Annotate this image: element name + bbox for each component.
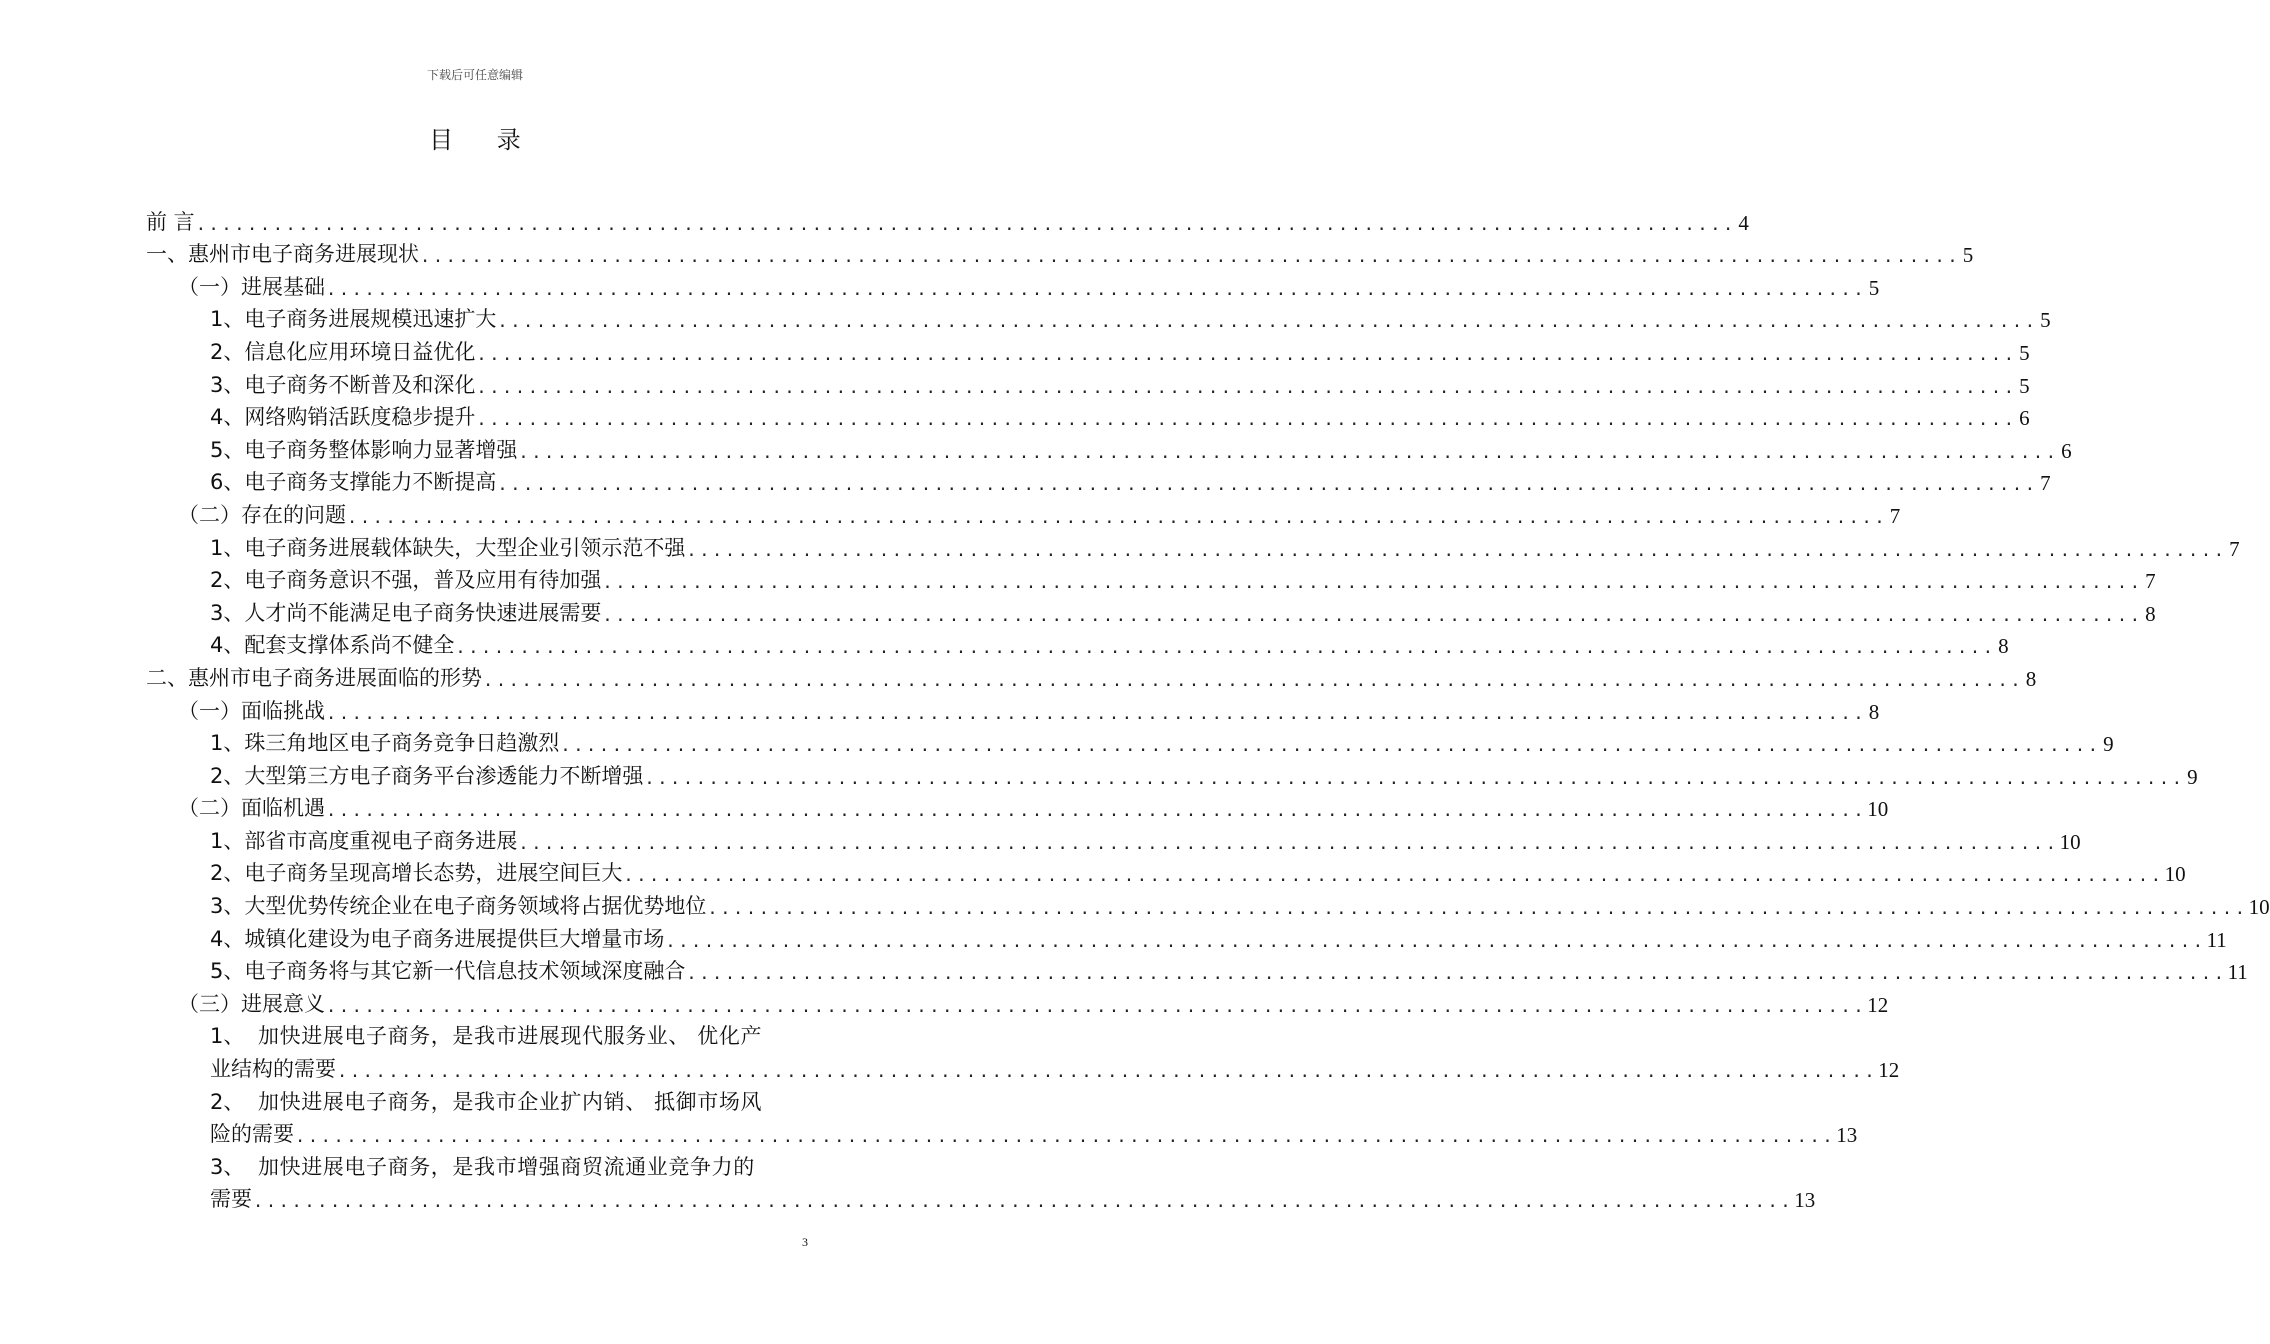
- toc-entry-number: 4、: [210, 405, 245, 430]
- toc-entry-page: 11: [2227, 960, 2248, 985]
- toc-entry[interactable]: [146, 203, 1749, 236]
- toc-entry-page: 12: [1867, 992, 1889, 1017]
- toc-entry[interactable]: [146, 431, 2072, 464]
- toc-entry-page: 12: [1878, 1058, 1900, 1083]
- toc-entry-text: 电子商务进展规模迅速扩大: [244, 307, 497, 332]
- toc-entry-text: 电子商务将与其它新一代信息技术领域深度融合: [244, 959, 686, 984]
- dot-leader: ........................................................................................................................: [326, 801, 1867, 822]
- toc-entry[interactable]: [146, 464, 2051, 497]
- toc-entry-number: 3、: [210, 600, 245, 625]
- toc-entry-page: 6: [2019, 406, 2030, 431]
- toc-entry-text: 电子商务意识不强，普及应用有待加强: [244, 568, 602, 593]
- toc-entry[interactable]: [146, 659, 2037, 692]
- toc-entry-text-continued: 业结构的需要: [210, 1057, 336, 1082]
- dot-leader: ........................................................................................................................: [455, 638, 1996, 659]
- dot-leader: ........................................................................................................................: [518, 833, 2059, 854]
- toc-entry-text: 电子商务不断普及和深化: [244, 372, 476, 397]
- toc-entry-number: 5、: [210, 437, 245, 462]
- toc-entry[interactable]: [146, 953, 2248, 986]
- toc-entry-text: 前 言: [146, 209, 195, 234]
- table-of-contents: [146, 203, 2270, 1213]
- toc-entry-page: 8: [2145, 601, 2156, 626]
- toc-entry[interactable]: [146, 1083, 1858, 1148]
- toc-entry-text: 存在的问题: [241, 502, 346, 527]
- toc-entry[interactable]: [146, 725, 2114, 758]
- toc-entry[interactable]: [146, 236, 1974, 269]
- dot-leader: ........................................................................................................................: [326, 996, 1867, 1017]
- toc-entry-text: 部省市高度重视电子商务进展: [244, 828, 518, 853]
- toc-entry-page: 4: [1738, 210, 1749, 235]
- toc-entry-number: 3、: [210, 372, 245, 397]
- toc-entry-page: 13: [1836, 1123, 1858, 1148]
- toc-entry[interactable]: [146, 627, 2009, 660]
- toc-entry-page: 8: [1868, 699, 1880, 724]
- toc-entry-text: 加快进展电子商务，是我市进展现代服务业、 优化产: [258, 1024, 763, 1049]
- toc-entry-text: 大型第三方电子商务平台渗透能力不断增强: [244, 763, 644, 788]
- toc-entry-page: 7: [2040, 471, 2051, 496]
- toc-entry-text: 进展意义: [241, 991, 325, 1016]
- toc-entry-number: （三）: [178, 991, 241, 1016]
- toc-entry-page: 10: [1867, 797, 1889, 822]
- toc-entry-number: （二）: [178, 796, 241, 821]
- toc-entry-number: 一、: [146, 242, 188, 267]
- toc-entry-number: （二）: [178, 502, 241, 527]
- dot-leader: ........................................................................................................................: [497, 312, 2038, 333]
- toc-entry[interactable]: [146, 855, 2186, 888]
- dot-leader: ........................................................................................................................: [686, 540, 2227, 561]
- toc-entry-page: 6: [2061, 438, 2072, 463]
- dot-leader: ........................................................................................................................: [326, 279, 1867, 300]
- dot-leader: ........................................................................................................................: [476, 344, 2017, 365]
- toc-entry[interactable]: [146, 268, 1880, 301]
- toc-entry[interactable]: [146, 887, 2270, 920]
- toc-entry-page: 9: [2103, 732, 2114, 757]
- dot-leader: ........................................................................................................................: [326, 703, 1867, 724]
- toc-entry-page: 5: [2019, 373, 2030, 398]
- toc-entry[interactable]: [146, 529, 2240, 562]
- toc-entry-number: 1、: [210, 535, 245, 560]
- toc-entry[interactable]: [146, 985, 1889, 1018]
- toc-entry-page: 7: [2229, 536, 2240, 561]
- toc-entry[interactable]: [146, 757, 2198, 790]
- toc-entry-number: 1、: [210, 828, 245, 853]
- toc-entry[interactable]: [146, 301, 2051, 334]
- toc-entry-page: 11: [2206, 927, 2227, 952]
- toc-entry-number: 4、: [210, 926, 245, 951]
- page-number: 3: [802, 1235, 808, 1249]
- toc-entry[interactable]: [146, 1018, 1900, 1083]
- dot-leader: ........................................................................................................................: [295, 1127, 1836, 1148]
- toc-entry-number: 1、: [210, 1024, 245, 1049]
- toc-entry[interactable]: [146, 790, 1889, 823]
- toc-title: 目 录: [429, 126, 539, 154]
- dot-leader: ........................................................................................................................: [253, 1192, 1794, 1213]
- toc-entry-text: 大型优势传统企业在电子商务领域将占据优势地位: [244, 894, 707, 919]
- dot-leader: ........................................................................................................................: [483, 670, 2024, 691]
- toc-entry-text: 电子商务支撑能力不断提高: [244, 470, 497, 495]
- toc-entry-page: 10: [2059, 829, 2081, 854]
- toc-entry-page: 13: [1794, 1188, 1816, 1213]
- toc-entry-number: 1、: [210, 731, 245, 756]
- toc-entry-text: 电子商务呈现高增长态势，进展空间巨大: [244, 861, 623, 886]
- toc-entry-number: 5、: [210, 959, 245, 984]
- toc-entry[interactable]: [146, 822, 2081, 855]
- dot-leader: ........................................................................................................................: [347, 507, 1888, 528]
- toc-entry[interactable]: [146, 333, 2030, 366]
- dot-leader: ........................................................................................................................: [602, 605, 2143, 626]
- toc-entry-page: 5: [1868, 275, 1880, 300]
- dot-leader: ........................................................................................................................: [665, 931, 2206, 952]
- toc-entry-first-line: [146, 1083, 806, 1116]
- dot-leader: ........................................................................................................................: [497, 475, 2038, 496]
- toc-entry-number: 1、: [210, 307, 245, 332]
- dot-leader: ........................................................................................................................: [195, 214, 1736, 235]
- toc-entry-page: 10: [2164, 862, 2186, 887]
- dot-leader: ........................................................................................................................: [560, 736, 2101, 757]
- toc-entry-text-continued: 需要: [210, 1187, 252, 1212]
- toc-entry-text: 惠州市电子商务进展现状: [188, 242, 419, 267]
- dot-leader: ........................................................................................................................: [518, 442, 2059, 463]
- toc-entry[interactable]: [146, 920, 2227, 953]
- toc-entry-text: 配套支撑体系尚不健全: [244, 633, 455, 658]
- toc-entry-text-continued: 险的需要: [210, 1122, 294, 1147]
- dot-leader: ........................................................................................................................: [420, 247, 1961, 268]
- toc-entry[interactable]: [146, 562, 2156, 595]
- toc-entry-text: 电子商务进展载体缺失，大型企业引领示范不强: [244, 535, 686, 560]
- toc-entry[interactable]: [146, 692, 1880, 725]
- toc-entry-text: 电子商务整体影响力显著增强: [244, 437, 518, 462]
- toc-entry[interactable]: [146, 399, 2030, 432]
- toc-entry-first-line: [146, 1018, 806, 1051]
- toc-entry-text: 面临机遇: [241, 796, 325, 821]
- toc-entry-number: 2、: [210, 763, 245, 788]
- toc-entry-text: 面临挑战: [241, 698, 325, 723]
- dot-leader: ........................................................................................................................: [686, 964, 2227, 985]
- toc-entry-number: 3、: [210, 1154, 245, 1179]
- toc-entry-number: 6、: [210, 470, 245, 495]
- dot-leader: ........................................................................................................................: [476, 377, 2017, 398]
- toc-entry-text: 城镇化建设为电子商务进展提供巨大增量市场: [244, 926, 665, 951]
- toc-entry-page: 8: [2025, 666, 2037, 691]
- toc-entry-first-line: [146, 1148, 806, 1181]
- toc-entry-page: 5: [2019, 340, 2030, 365]
- toc-entry-text: 人才尚不能满足电子商务快速进展需要: [244, 600, 602, 625]
- toc-entry-number: （一）: [178, 274, 241, 299]
- toc-entry-number: 2、: [210, 1089, 245, 1114]
- toc-entry-text: 信息化应用环境日益优化: [244, 339, 476, 364]
- dot-leader: ........................................................................................................................: [707, 899, 2248, 920]
- toc-entry-number: （一）: [178, 698, 241, 723]
- toc-entry-text: 加快进展电子商务，是我市企业扩内销、 抵御市场风: [258, 1089, 763, 1114]
- dot-leader: ........................................................................................................................: [623, 866, 2164, 887]
- toc-entry-text: 进展基础: [241, 274, 325, 299]
- dot-leader: ........................................................................................................................: [476, 410, 2017, 431]
- toc-entry-number: 2、: [210, 339, 245, 364]
- toc-entry-page: 9: [2187, 764, 2198, 789]
- toc-entry-number: 2、: [210, 568, 245, 593]
- dot-leader: ........................................................................................................................: [337, 1062, 1878, 1083]
- toc-entry-text: 网络购销活跃度稳步提升: [244, 405, 476, 430]
- toc-entry-text: 珠三角地区电子商务竞争日趋激烈: [244, 731, 560, 756]
- toc-entry-page: 7: [2145, 569, 2156, 594]
- toc-entry-page: 7: [1889, 503, 1901, 528]
- toc-entry[interactable]: [146, 1148, 1816, 1213]
- toc-entry[interactable]: [146, 366, 2030, 399]
- toc-entry-number: 3、: [210, 894, 245, 919]
- toc-entry-text: 惠州市电子商务进展面临的形势: [188, 665, 482, 690]
- toc-entry-page: 10: [2248, 895, 2270, 920]
- toc-entry-page: 8: [1998, 634, 2009, 659]
- header-watermark: 下载后可任意编辑: [426, 68, 523, 82]
- toc-entry-number: 二、: [146, 665, 188, 690]
- toc-entry-page: 5: [1962, 243, 1974, 268]
- toc-entry[interactable]: [146, 496, 1901, 529]
- toc-entry[interactable]: [146, 594, 2156, 627]
- toc-entry-number: 2、: [210, 861, 245, 886]
- dot-leader: ........................................................................................................................: [602, 573, 2143, 594]
- toc-entry-number: 4、: [210, 633, 245, 658]
- toc-entry-text: 加快进展电子商务，是我市增强商贸流通业竞争力的: [258, 1154, 755, 1179]
- toc-entry-page: 5: [2040, 308, 2051, 333]
- dot-leader: ........................................................................................................................: [644, 768, 2185, 789]
